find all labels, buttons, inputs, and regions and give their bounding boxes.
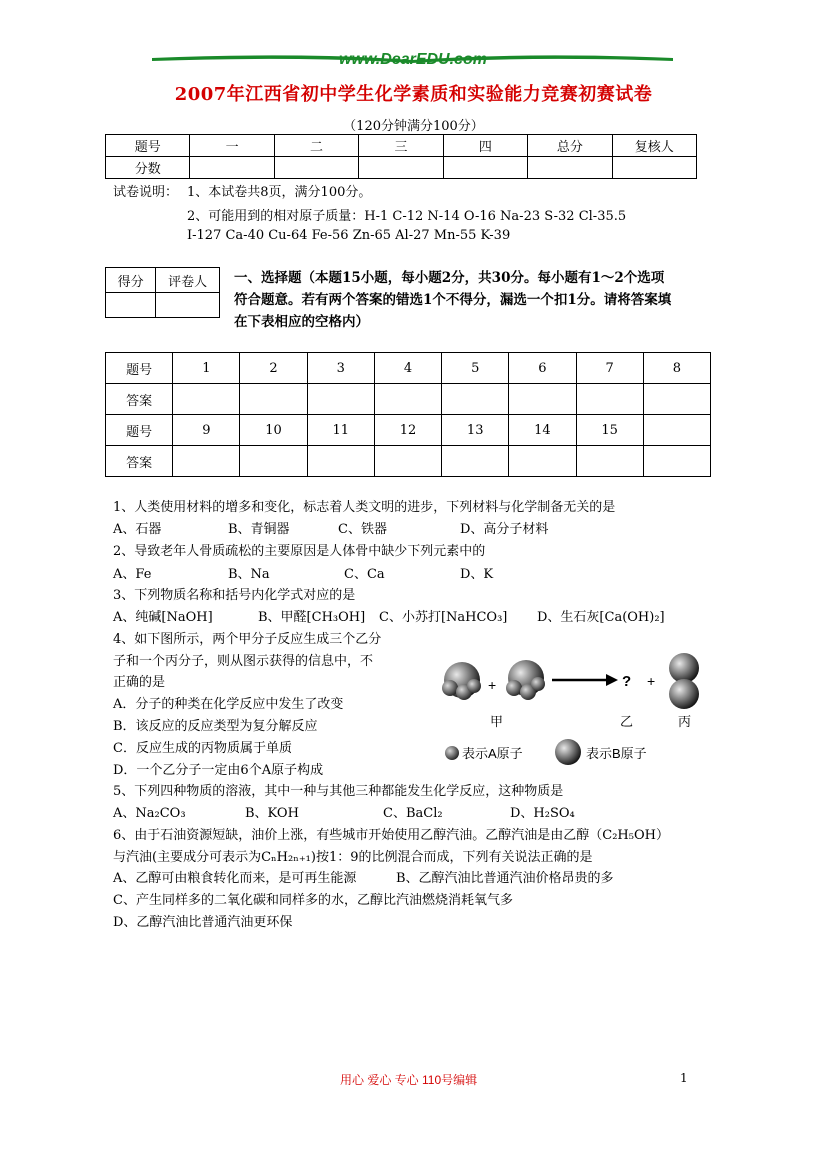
section-1-line: 在下表相应的空格内） [234, 314, 369, 330]
q2-option-a: A、Fe [113, 567, 152, 582]
question-number: 13 [442, 415, 509, 446]
question-number: 4 [374, 353, 441, 384]
answer-cell[interactable] [576, 446, 643, 477]
q5-option-c: C、BaCl₂ [383, 806, 443, 821]
page-number: 1 [680, 1071, 688, 1085]
answer-cell[interactable] [643, 446, 710, 477]
grader-box [105, 267, 220, 318]
section-1-line: 符合题意。若有两个答案的错选1个不得分，漏选一个扣1分。请将答案填 [234, 292, 672, 308]
table-header: 二 [274, 135, 358, 157]
question-number: 11 [307, 415, 374, 446]
question-2: 2、导致老年人骨质疏松的主要原因是人体骨中缺少下列元素中的 [113, 544, 486, 559]
q5-option-b: B、KOH [245, 806, 299, 821]
reaction-diagram [430, 648, 710, 768]
q4-option-b: B．该反应的反应类型为复分解反应 [113, 719, 318, 734]
grader-score-label: 得分 [106, 268, 156, 293]
question-number: 10 [240, 415, 307, 446]
label-jia: 甲 [490, 714, 504, 729]
answer-cell[interactable] [307, 446, 374, 477]
score-table [105, 134, 697, 179]
score-cell[interactable] [190, 157, 274, 179]
molecule-jia-1 [442, 662, 481, 700]
table-header: 复核人 [612, 135, 696, 157]
score-cell[interactable] [528, 157, 612, 179]
score-table-row [106, 157, 697, 179]
question-number: 15 [576, 415, 643, 446]
question-number: 2 [240, 353, 307, 384]
answer-cell[interactable] [173, 384, 240, 415]
q6-option-a: A、乙醇可由粮食转化而来，是可再生能源 [113, 871, 357, 886]
answer-cell[interactable] [240, 384, 307, 415]
exam-duration: （120分钟满分100分） [343, 119, 484, 134]
legend-a-label: 表示A原子 [462, 746, 523, 761]
page-title: 2007年江西省初中学生化学素质和实验能力竞赛初赛试卷 [174, 84, 653, 105]
q3-option-b: B、甲醛[CH₃OH] [258, 610, 366, 625]
score-table-header-row [106, 135, 697, 157]
label-bing: 丙 [678, 714, 692, 729]
section-1-line: 一、选择题（本题15小题，每小题2分，共30分。每小题有1～2个选项 [234, 270, 665, 286]
reaction-arrow [552, 674, 618, 686]
row-label: 题号 [106, 415, 173, 446]
question-4-line-2: 子和一个丙分子，则从图示获得的信息中，不 [113, 654, 374, 669]
instructions-line-3: I-127 Ca-40 Cu-64 Fe-56 Zn-65 Al-27 Mn-55 K-39 [187, 228, 511, 243]
q5-option-d: D、H₂SO₄ [510, 806, 575, 821]
question-number: 3 [307, 353, 374, 384]
row-label: 分数 [106, 157, 190, 179]
question-3: 3、下列物质名称和括号内化学式对应的是 [113, 588, 356, 603]
answer-table [105, 352, 711, 477]
table-header: 总分 [528, 135, 612, 157]
q2-option-d: D、K [460, 567, 494, 582]
q6-option-d: D、乙醇汽油比普通汽油更环保 [113, 915, 293, 930]
question-number: 8 [643, 353, 710, 384]
answer-cell[interactable] [240, 446, 307, 477]
q1-option-b: B、青铜器 [228, 522, 290, 537]
q5-option-a: A、Na₂CO₃ [113, 806, 186, 821]
table-header: 题号 [106, 135, 190, 157]
instructions-line-1: 1、本试卷共8页，满分100分。 [187, 185, 372, 200]
q4-option-c: C．反应生成的丙物质属于单质 [113, 741, 292, 756]
q4-option-a: A．分子的种类在化学反应中发生了改变 [113, 697, 344, 712]
q3-option-a: A、纯碱[NaOH] [113, 610, 213, 625]
instructions-line-2: 2、可能用到的相对原子质量：H-1 C-12 N-14 O-16 Na-23 S-32 Cl-35.5 [187, 209, 627, 224]
answer-cell[interactable] [307, 384, 374, 415]
answer-cell[interactable] [509, 384, 576, 415]
question-6-line-2: 与汽油(主要成分可表示为CₙH₂ₙ₊₁)按1：9的比例混合而成，下列有关说法正确的是 [113, 850, 593, 865]
question-4-line-3: 正确的是 [113, 675, 166, 690]
answer-cell[interactable] [509, 446, 576, 477]
answer-cell[interactable] [442, 446, 509, 477]
answer-cell[interactable] [576, 384, 643, 415]
instructions-lead: 试卷说明： [113, 185, 179, 200]
row-label: 答案 [106, 446, 173, 477]
score-cell[interactable] [359, 157, 443, 179]
q1-option-a: A、石器 [113, 522, 162, 537]
answer-cell[interactable] [643, 384, 710, 415]
table-header: 一 [190, 135, 274, 157]
question-number: 14 [509, 415, 576, 446]
site-logo: www.DearEDU.com [339, 51, 487, 68]
question-number: 6 [509, 353, 576, 384]
table-header: 四 [443, 135, 527, 157]
answer-cell[interactable] [374, 446, 441, 477]
q3-option-c: C、小苏打[NaHCO₃] [379, 610, 508, 625]
question-number: 1 [173, 353, 240, 384]
q1-option-d: D、高分子材料 [460, 522, 549, 537]
score-cell[interactable] [443, 157, 527, 179]
q2-option-b: B、Na [228, 567, 270, 582]
answer-cell[interactable] [374, 384, 441, 415]
grader-score-cell[interactable] [106, 293, 156, 318]
question-number: 9 [173, 415, 240, 446]
row-label: 答案 [106, 384, 173, 415]
question-number: 12 [374, 415, 441, 446]
answer-table-row [106, 353, 711, 384]
question-number: 7 [576, 353, 643, 384]
q1-option-c: C、铁器 [338, 522, 387, 537]
question-number: 5 [442, 353, 509, 384]
legend-atom-a-icon [445, 746, 459, 760]
grader-reviewer-cell[interactable] [156, 293, 220, 318]
answer-table-row [106, 446, 711, 477]
q4-option-d: D．一个乙分子一定由6个A原子构成 [113, 763, 324, 778]
section-1-instructions [234, 267, 724, 333]
grader-reviewer-label: 评卷人 [156, 268, 220, 293]
question-number [643, 415, 710, 446]
score-cell[interactable] [612, 157, 696, 179]
q6-option-c: C、产生同样多的二氧化碳和同样多的水，乙醇比汽油燃烧消耗氧气多 [113, 893, 513, 908]
molecule-jia-2 [506, 660, 545, 700]
unknown-product-mark: ? [622, 673, 632, 690]
answer-table-row [106, 384, 711, 415]
answer-cell[interactable] [173, 446, 240, 477]
plus-sign: + [647, 673, 656, 689]
label-yi: 乙 [620, 714, 634, 729]
q2-option-c: C、Ca [344, 567, 385, 582]
footer-text: 用心 爱心 专心 110号编辑 [340, 1073, 478, 1087]
molecule-bing [669, 653, 699, 709]
legend-b-label: 表示B原子 [586, 746, 647, 761]
question-6-line-1: 6、由于石油资源短缺，油价上涨，有些城市开始使用乙醇汽油。乙醇汽油是由乙醇（C₂H₅OH） [113, 828, 669, 843]
row-label: 题号 [106, 353, 173, 384]
score-cell[interactable] [274, 157, 358, 179]
q6-option-b: B、乙醇汽油比普通汽油价格昂贵的多 [396, 871, 614, 886]
table-header: 三 [359, 135, 443, 157]
question-5: 5、下列四种物质的溶液，其中一种与其他三种都能发生化学反应，这种物质是 [113, 784, 564, 799]
q3-option-d: D、生石灰[Ca(OH)₂] [537, 610, 665, 625]
question-1: 1、人类使用材料的增多和变化，标志着人类文明的进步，下列材料与化学制备无关的是 [113, 500, 616, 515]
plus-sign: + [488, 677, 497, 693]
answer-cell[interactable] [442, 384, 509, 415]
question-4-line-1: 4、如下图所示，两个甲分子反应生成三个乙分 [113, 632, 382, 647]
legend-atom-b-icon [555, 739, 581, 765]
answer-table-row [106, 415, 711, 446]
